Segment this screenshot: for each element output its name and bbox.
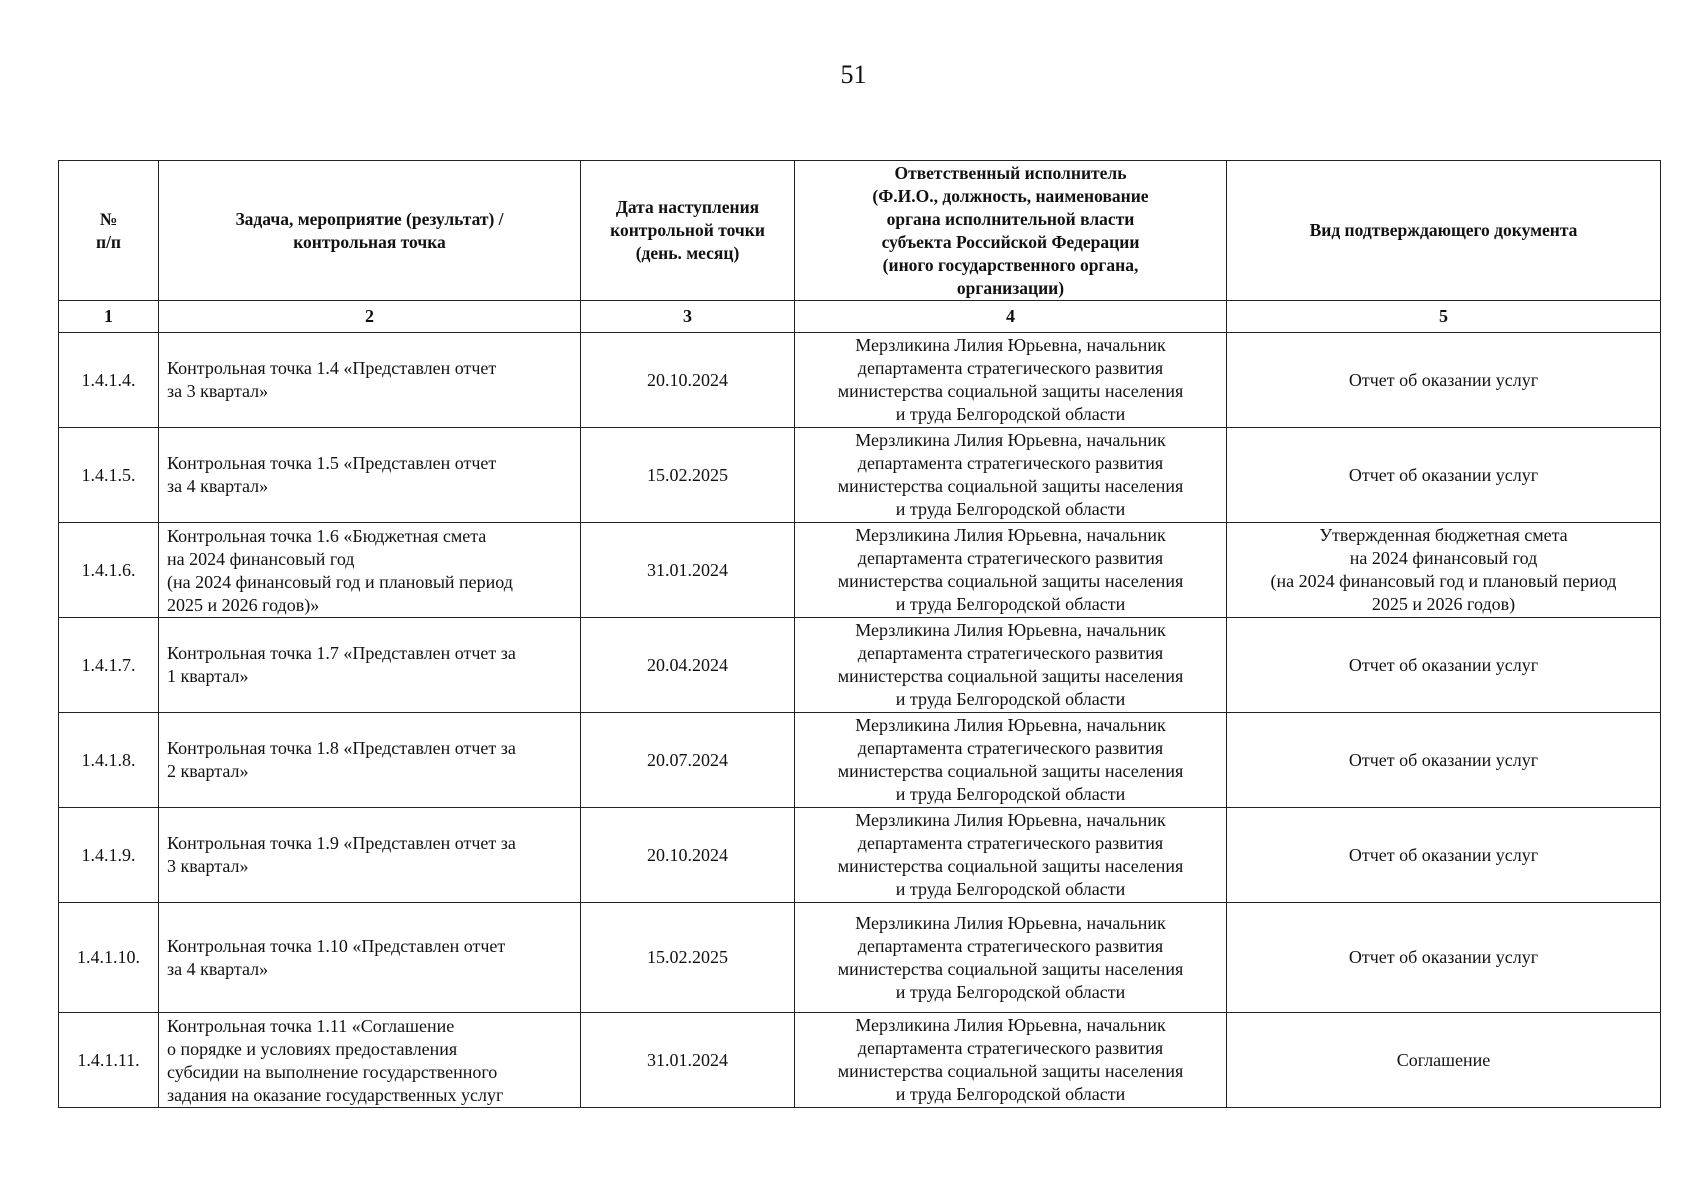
row-number: 1.4.1.9.	[59, 808, 159, 903]
page-number: 51	[840, 60, 867, 89]
row-responsible: Мерзликина Лилия Юрьевна, начальник департамента стратегического развития министерства социальной защиты населения и труда Белгородской области	[795, 333, 1227, 428]
table-row	[59, 713, 1661, 808]
row-task: Контрольная точка 1.8 «Представлен отчет за 2 квартал»	[159, 713, 581, 808]
table-row	[59, 903, 1661, 1013]
row-document: Отчет об оказании услуг	[1227, 428, 1661, 523]
table-row	[59, 428, 1661, 523]
header-document: Вид подтверждающего документа	[1227, 161, 1661, 301]
row-number: 1.4.1.8.	[59, 713, 159, 808]
row-date: 15.02.2025	[581, 903, 795, 1013]
row-task: Контрольная точка 1.11 «Соглашение о порядке и условиях предоставления субсидии на выполнение государственного задания на оказание государственных услуг	[159, 1013, 581, 1108]
row-task: Контрольная точка 1.7 «Представлен отчет за 1 квартал»	[159, 618, 581, 713]
row-responsible: Мерзликина Лилия Юрьевна, начальник департамента стратегического развития министерства социальной защиты населения и труда Белгородской области	[795, 713, 1227, 808]
row-number: 1.4.1.4.	[59, 333, 159, 428]
table-header-row	[59, 161, 1661, 301]
row-document: Отчет об оказании услуг	[1227, 808, 1661, 903]
row-date: 20.10.2024	[581, 333, 795, 428]
table-row	[59, 618, 1661, 713]
row-document: Утвержденная бюджетная смета на 2024 финансовый год (на 2024 финансовый год и плановый период 2025 и 2026 годов)	[1227, 523, 1661, 618]
row-document: Отчет об оказании услуг	[1227, 618, 1661, 713]
row-responsible: Мерзликина Лилия Юрьевна, начальник департамента стратегического развития министерства социальной защиты населения и труда Белгородской области	[795, 428, 1227, 523]
row-date: 20.07.2024	[581, 713, 795, 808]
column-number: 3	[581, 301, 795, 333]
row-date: 20.10.2024	[581, 808, 795, 903]
row-responsible: Мерзликина Лилия Юрьевна, начальник департамента стратегического развития министерства социальной защиты населения и труда Белгородской области	[795, 1013, 1227, 1108]
header-task: Задача, мероприятие (результат) / контрольная точка	[159, 161, 581, 301]
control-points-table	[58, 160, 1661, 1108]
row-date: 31.01.2024	[581, 523, 795, 618]
column-number: 2	[159, 301, 581, 333]
row-responsible: Мерзликина Лилия Юрьевна, начальник департамента стратегического развития министерства социальной защиты населения и труда Белгородской области	[795, 903, 1227, 1013]
row-date: 15.02.2025	[581, 428, 795, 523]
row-task: Контрольная точка 1.6 «Бюджетная смета на 2024 финансовый год (на 2024 финансовый год и плановый период 2025 и 2026 годов)»	[159, 523, 581, 618]
header-date: Дата наступления контрольной точки (день. месяц)	[581, 161, 795, 301]
table-row	[59, 523, 1661, 618]
row-responsible: Мерзликина Лилия Юрьевна, начальник департамента стратегического развития министерства социальной защиты населения и труда Белгородской области	[795, 523, 1227, 618]
row-document: Соглашение	[1227, 1013, 1661, 1108]
row-number: 1.4.1.7.	[59, 618, 159, 713]
column-number: 4	[795, 301, 1227, 333]
row-task: Контрольная точка 1.5 «Представлен отчет за 4 квартал»	[159, 428, 581, 523]
row-responsible: Мерзликина Лилия Юрьевна, начальник департамента стратегического развития министерства социальной защиты населения и труда Белгородской области	[795, 808, 1227, 903]
table-row	[59, 1013, 1661, 1108]
row-number: 1.4.1.5.	[59, 428, 159, 523]
row-number: 1.4.1.10.	[59, 903, 159, 1013]
column-number: 1	[59, 301, 159, 333]
row-number: 1.4.1.11.	[59, 1013, 159, 1108]
header-number: № п/п	[59, 161, 159, 301]
row-responsible: Мерзликина Лилия Юрьевна, начальник департамента стратегического развития министерства социальной защиты населения и труда Белгородской области	[795, 618, 1227, 713]
column-number: 5	[1227, 301, 1661, 333]
column-number-row	[59, 301, 1661, 333]
table-row	[59, 333, 1661, 428]
row-task: Контрольная точка 1.10 «Представлен отчет за 4 квартал»	[159, 903, 581, 1013]
row-task: Контрольная точка 1.4 «Представлен отчет за 3 квартал»	[159, 333, 581, 428]
row-task: Контрольная точка 1.9 «Представлен отчет за 3 квартал»	[159, 808, 581, 903]
row-date: 20.04.2024	[581, 618, 795, 713]
row-date: 31.01.2024	[581, 1013, 795, 1108]
row-number: 1.4.1.6.	[59, 523, 159, 618]
table-row	[59, 808, 1661, 903]
row-document: Отчет об оказании услуг	[1227, 713, 1661, 808]
row-document: Отчет об оказании услуг	[1227, 333, 1661, 428]
header-responsible: Ответственный исполнитель (Ф.И.О., должность, наименование органа исполнительной власти субъекта Российской Федерации (иного государственного органа, организации)	[795, 161, 1227, 301]
row-document: Отчет об оказании услуг	[1227, 903, 1661, 1013]
